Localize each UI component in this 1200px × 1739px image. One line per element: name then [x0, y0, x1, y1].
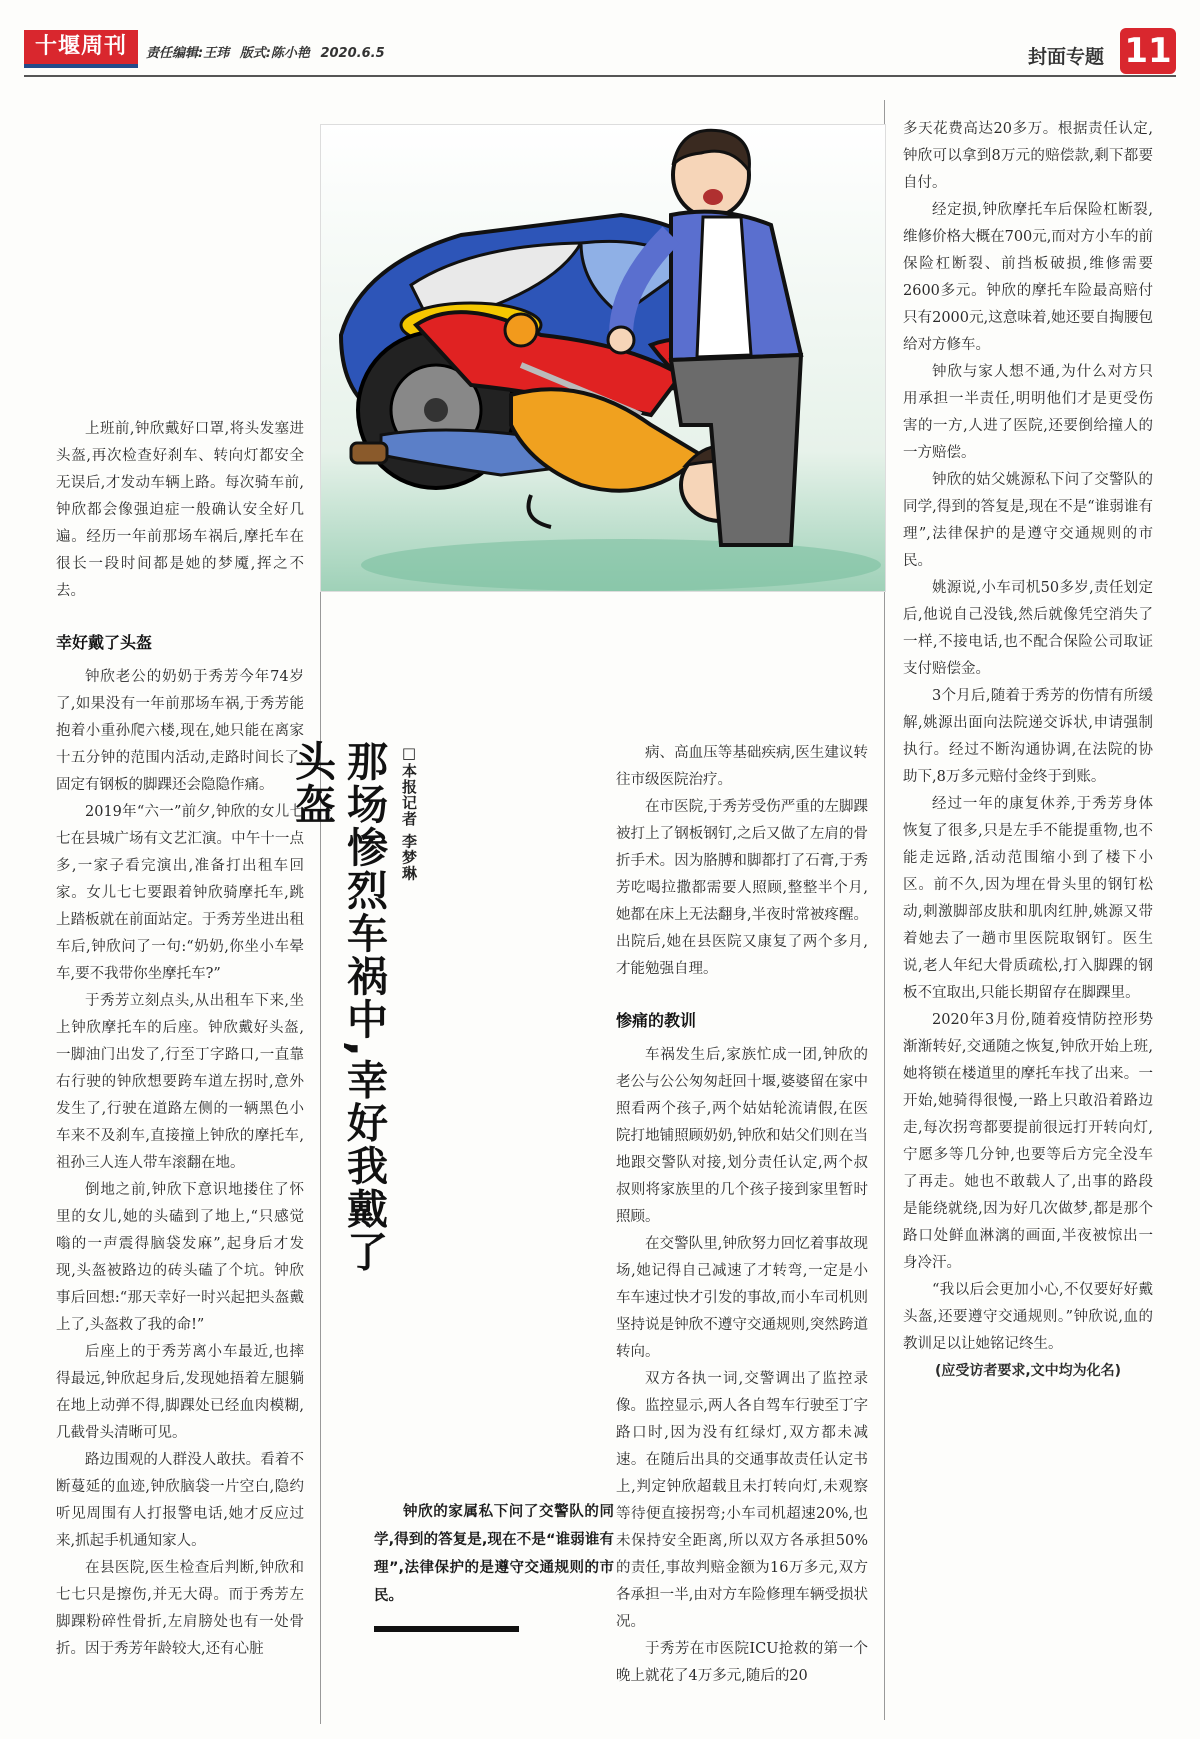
- article-byline: □本报记者 李梦琳: [400, 744, 418, 882]
- pseudonym-note: (应受访者要求,文中均为化名): [934, 1363, 1122, 1379]
- paragraph: 于秀芳在市医院ICU抢救的第一个晚上就花了4万多元,随后的20: [616, 1641, 868, 1684]
- credits: [146, 42, 391, 61]
- paragraph: “我以后会更加小心,不仅要好好戴头盔,还要遵守交通规则。”钟欣说,血的教训足以让她铭记终生。: [903, 1282, 1153, 1352]
- paragraph: 倒地之前,钟欣下意识地搂住了怀里的女儿,她的头磕到了地上,“只感觉嗡的一声震得脑袋发麻”,起身后才发现,头盔被路边的砖头磕了个坑。钟欣事后回想:“那天幸好一时兴起把头盔戴上了,头盔救了我的命!”: [56, 1182, 304, 1333]
- paragraph: 经定损,钟欣摩托车后保险杠断裂,维修价格大概在700元,而对方小车的前保险杠断裂、前挡板破损,维修需要2600多元。钟欣的摩托车险最高赔付只有2000元,这意味着,她还要自掏腰包给对方修车。: [903, 202, 1153, 353]
- subheading-lesson: 惨痛的教训: [616, 1011, 697, 1030]
- header-rule: [24, 75, 1176, 77]
- paragraph: 后座上的于秀芳离小车最近,也摔得最远,钟欣起身后,发现她捂着左腿躺在地上动弹不得,脚踝处已经血肉模糊,几截骨头清晰可见。: [56, 1344, 304, 1441]
- paragraph: 经过一年的康复休养,于秀芳身体恢复了很多,只是左手不能提重物,也不能走远路,活动范围缩小到了楼下小区。前不久,因为埋在骨头里的钢钉松动,刺激脚部皮肤和肌肉红肿,姚源又带着她去了一趟市里医院取钢钉。医生说,老人年纪大骨质疏松,打入脚踝的钢板不宜取出,只能长期留存在脚踝里。: [903, 796, 1153, 1001]
- issue-date: 2020.6.5: [320, 46, 385, 61]
- page-number: 11: [1120, 28, 1176, 74]
- text-column-right: [903, 116, 1153, 1446]
- paragraph: 2019年“六一”前夕,钟欣的女儿七七在县城广场有文艺汇演。中午十一点多,一家子看完演出,准备打出租车回家。女儿七七要跟着钟欣骑摩托车,跳上踏板就在前面站定。于秀芳坐进出租车后,钟欣问了一句:“奶奶,你坐小车晕车,要不我带你坐摩托车?”: [56, 804, 304, 982]
- layout-credit: 版式:陈小艳: [239, 46, 310, 61]
- paragraph: 2020年3月份,随着疫情防控形势渐渐转好,交通随之恢复,钟欣开始上班,她将锁在楼道里的摩托车找了出来。一开始,她骑得很慢,一路上只敢沿着路边走,每次拐弯都要提前很远打开转向灯,宁愿多等几分钟,也要等后方完全没车了再走。她也不敢载人了,出事的路段是能绕就绕,因为好几次做梦,都是那个路口处鲜血淋漓的画面,半夜被惊出一身冷汗。: [903, 1012, 1153, 1271]
- section-name: 封面专题: [1027, 46, 1104, 68]
- ground-shadow: [361, 539, 881, 591]
- paragraph: 上班前,钟欣戴好口罩,将头发塞进头盔,再次检查好刹车、转向灯都安全无误后,才发动车辆上路。每次骑车前,钟欣都会像强迫症一般确认安全好几遍。经历一年前那场车祸后,摩托车在很长一段时间都是她的梦魇,挥之不去。: [56, 421, 304, 599]
- editor-credit: 责任编辑:王玮: [146, 46, 230, 61]
- paragraph: 病、高血压等基础疾病,医生建议转往市级医院治疗。: [616, 745, 868, 788]
- pull-quote-bar: [374, 1626, 519, 1632]
- paragraph: 钟欣与家人想不通,为什么对方只用承担一半责任,明明他们才是更受伤害的一方,人进了医院,还要倒给撞人的一方赔偿。: [903, 364, 1153, 461]
- paragraph: 在交警队里,钟欣努力回忆着事故现场,她记得自己减速了才转弯,一定是小车车速过快才引发的事故,而小车司机则坚持说是钟欣不遵守交通规则,突然跨道转向。: [616, 1236, 868, 1360]
- text-column-left: [56, 416, 304, 1731]
- paragraph: 多天花费高达20多万。根据责任认定,钟欣可以拿到8万元的赔偿款,剩下都要自付。: [903, 121, 1153, 191]
- paragraph: 路边围观的人群没人敢扶。看着不断蔓延的血迹,钟欣脑袋一片空白,隐约听见周围有人打报警电话,她才反应过来,抓起手机通知家人。: [56, 1452, 304, 1549]
- masthead: [24, 28, 1176, 76]
- illustration-svg: [321, 125, 885, 591]
- publication-logo: 十堰周刊: [24, 30, 138, 68]
- paragraph: 钟欣老公的奶奶于秀芳今年74岁了,如果没有一年前那场车祸,于秀芳能抱着小重孙爬六楼,现在,她只能在离家十五分钟的范围内活动,走路时间长了,固定有钢板的脚踝还会隐隐作痛。: [56, 669, 304, 793]
- paragraph: 在县医院,医生检查后判断,钟欣和七七只是擦伤,并无大碍。而于秀芳左脚踝粉碎性骨折,左肩膀处也有一处骨折。因于秀芳年龄较大,还有心脏: [56, 1560, 304, 1657]
- paragraph: 双方各执一词,交警调出了监控录像。监控显示,两人各自驾车行驶至丁字路口时,因为没有红绿灯,双方都未减速。在随后出具的交通事故责任认定书上,判定钟欣超载且未打转向灯,未观察等待便直接拐弯;小车司机超速20%,也未保持安全距离,所以双方各承担50%的责任,事故判赔金额为16万多元,双方各承担一半,由对方车险修理车辆受损状况。: [616, 1371, 868, 1630]
- paragraph: 姚源说,小车司机50多岁,责任划定后,他说自己没钱,然后就像凭空消失了一样,不接电话,也不配合保险公司取证支付赔偿金。: [903, 580, 1153, 677]
- article-title: 那场惨烈车祸中,幸好我戴了头盔: [288, 740, 388, 1274]
- accident-illustration: [320, 124, 886, 592]
- pull-quote: 钟欣的家属私下问了交警队的同学,得到的答复是,现在不是“谁弱谁有理”,法律保护的是遵守交通规则的市民。: [374, 1504, 614, 1604]
- paragraph: 3个月后,随着于秀芳的伤情有所缓解,姚源出面向法院递交诉状,申请强制执行。经过不断沟通协调,在法院的协助下,8万多元赔付金终于到账。: [903, 688, 1153, 785]
- subheading-helmet: 幸好戴了头盔: [56, 633, 153, 652]
- text-column-middle: [616, 740, 868, 1731]
- paragraph: 车祸发生后,家族忙成一团,钟欣的老公与公公匆匆赶回十堰,婆婆留在家中照看两个孩子,两个姑姑轮流请假,在医院打地铺照顾奶奶,钟欣和姑父们则在当地跟交警队对接,划分责任认定,两个叔叔则将家族里的几个孩子接到家里暂时照顾。: [616, 1047, 868, 1225]
- paragraph: 在市医院,于秀芳受伤严重的左脚踝被打上了钢板钢钉,之后又做了左肩的骨折手术。因为胳膊和脚都打了石膏,于秀芳吃喝拉撒都需要人照顾,整整半个月,她都在床上无法翻身,半夜时常被疼醒。出院后,她在县医院又康复了两个多月,才能勉强自理。: [616, 799, 868, 977]
- paragraph: 于秀芳立刻点头,从出租车下来,坐上钟欣摩托车的后座。钟欣戴好头盔,一脚油门出发了,行至丁字路口,一直靠右行驶的钟欣想要跨车道左拐时,意外发生了,行驶在道路左侧的一辆黑色小车来不及刹车,直接撞上钟欣的摩托车,祖孙三人连人带车滚翻在地。: [56, 993, 304, 1171]
- paragraph: 钟欣的姑父姚源私下问了交警队的同学,得到的答复是,现在不是“谁弱谁有理”,法律保护的是遵守交通规则的市民。: [903, 472, 1153, 569]
